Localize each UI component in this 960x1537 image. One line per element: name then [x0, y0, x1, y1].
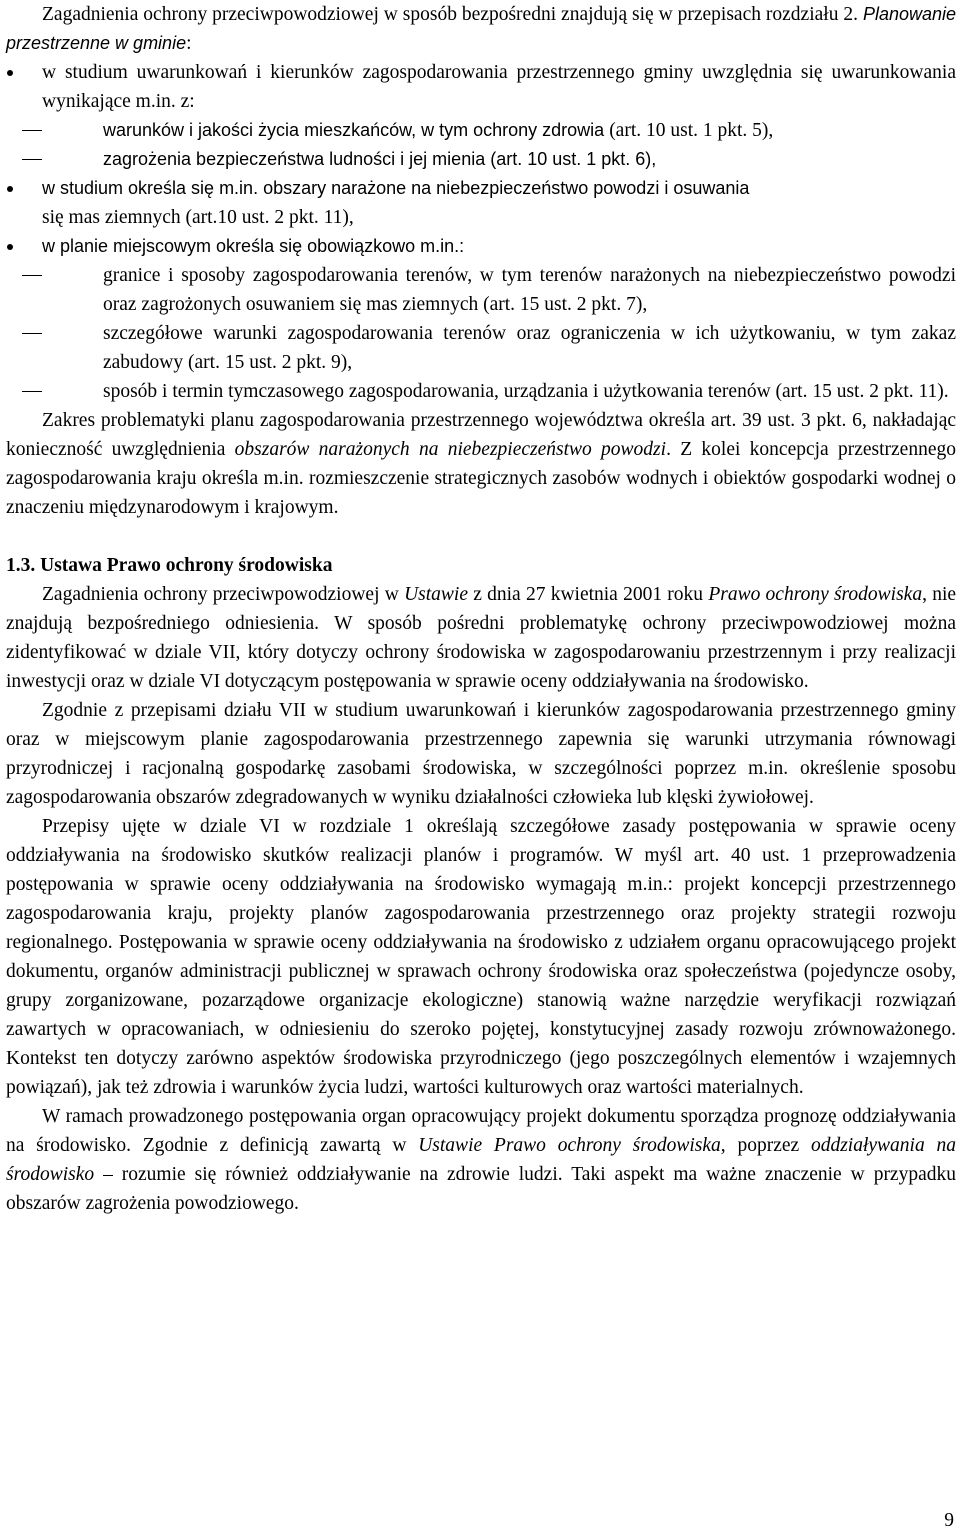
dash-item: [6, 116, 956, 145]
dash-text: granice i sposoby zagospodarowania terenów, w tym terenów narażonych na niebezpieczeństwo powodzi oraz zagrożonych osuwaniem się mas ziemnych (art. 15 ust. 2 pkt. 7),: [103, 265, 956, 315]
dash-item: [6, 145, 956, 174]
bullet-text-cont: się mas ziemnych (art.10 ust. 2 pkt. 11),: [42, 207, 354, 228]
spacer: [6, 522, 956, 551]
italic-text: oddziaływania na środowisko: [6, 1135, 956, 1185]
intro-text: Zagadnienia ochrony przeciwpowodziowej w sposób bezpośredni znajdują się w przepisach rozdziału 2.: [42, 4, 858, 25]
section-paragraph-1: [6, 580, 956, 696]
bullet-text: w studium określa się m.in. obszary narażone na niebezpieczeństwo powodzi i osuwania: [42, 178, 750, 198]
bullet-text: w planie miejscowym określa się obowiązkowo m.in.:: [42, 236, 465, 256]
intro-colon: :: [186, 33, 192, 54]
wojewodztwo-paragraph: [6, 406, 956, 522]
dash-list: [6, 116, 956, 174]
section-paragraph-4: [6, 1102, 956, 1218]
paragraph-text: z dnia 27 kwietnia 2001 roku: [473, 584, 704, 605]
paragraph-text: , poprzez: [720, 1135, 800, 1156]
bullet-list: [6, 58, 956, 406]
italic-text: obszarów narażonych na niebezpieczeństwo powodzi: [234, 439, 667, 460]
section-paragraph-3: Przepisy ujęte w dziale VI w rozdziale 1 określają szczegółowe zasady postępowania w sprawie oceny oddziaływania na środowisko skutków realizacji planów i programów. W myśl art. 40 ust. 1 przeprowadzenia postępowania w sprawie oceny oddziaływania na środowisko wymagają m.in.: projekt koncepcji przestrzennego zagospodarowania kraju, projekty planów zagospodarowania przestrzennego oraz projekty strategii rozwoju regionalnego. Postępowania w sprawie oceny oddziaływania na środowisko z udziałem organu opracowującego projekt dokumentu, organów administracji publicznej w sprawach ochrony środowiska oraz społeczeństwa (pojedyncze osoby, grupy zorganizowane, pozarządowe organizacje ekologiczne) stanowią ważne narzędzie weryfikacji rozwiązań zawartych w opracowaniach, w odniesieniu do szeroko pojętej, konstytucyjnej zasady rozwoju zrównoważonego. Kontekst ten dotyczy zarówno aspektów środowiska przyrodniczego (jego poszczególnych elementów i wzajemnych powiązań), jak też zdrowia i warunków życia ludzi, wartości kulturowych oraz wartości materialnych.: [6, 816, 956, 1098]
paragraph-text: – rozumie się również oddziaływanie na zdrowie ludzi. Taki aspekt ma ważne znaczenie w przypadku obszarów zagrożenia powodziowego.: [6, 1164, 956, 1214]
dash-text: sposób i termin tymczasowego zagospodarowania, urządzania i użytkowania terenów (art. 15 ust. 2 pkt. 11).: [103, 381, 949, 402]
italic-text: Ustawie: [404, 584, 468, 605]
paragraph-text: Zagadnienia ochrony przeciwpowodziowej w: [42, 584, 399, 605]
paragraph-text: W ramach prowadzonego postępowania organ opracowujący projekt dokumentu sporządza prognozę oddziaływania na środowisko. Zgodnie z definicją zawartą w: [6, 1106, 956, 1156]
page-number: 9: [944, 1510, 954, 1531]
intro-italic-text: Planowanie przestrzenne w gminie: [6, 4, 957, 53]
dash-text: zagrożenia bezpieczeństwa ludności i jej mienia (art. 10 ust. 1 pkt. 6),: [103, 149, 657, 169]
bullet-item-obszary: [6, 174, 956, 232]
dash-item: [6, 377, 956, 406]
italic-text: Prawo ochrony środowiska: [708, 584, 923, 605]
dash-text: szczegółowe warunki zagospodarowania terenów oraz ograniczenia w ich użytkowaniu, w tym zakaz zabudowy (art. 15 ust. 2 pkt. 9),: [103, 323, 956, 373]
bullet-item-plan: [6, 232, 956, 406]
dash-ref: (art. 10 ust. 1 pkt. 5),: [609, 120, 774, 141]
dash-text: warunków i jakości życia mieszkańców, w tym ochrony zdrowia: [103, 120, 605, 140]
bullet-item-studium: [6, 58, 956, 174]
section-heading: 1.3. Ustawa Prawo ochrony środowiska: [6, 555, 333, 576]
dash-item: [6, 261, 956, 319]
section-paragraph-2: Zgodnie z przepisami działu VII w studium uwarunkowań i kierunków zagospodarowania przestrzennego gminy oraz w miejscowym planie zagospodarowania przestrzennego zapewnia się warunki utrzymania równowagi przyrodniczej i racjonalną gospodarkę zasobami środowiska, w szczególności poprzez m.in. określenie sposobu zagospodarowania obszarów zdegradowanych w wyniku działalności człowieka lub klęski żywiołowej.: [6, 700, 956, 808]
bullet-text: w studium uwarunkowań i kierunków zagospodarowania przestrzennego gminy uwzględnia się uwarunkowania wynikające m.in. z:: [42, 62, 956, 112]
dash-list: [6, 261, 956, 406]
italic-text: Ustawie Prawo ochrony środowiska: [418, 1135, 721, 1156]
dash-item: [6, 319, 956, 377]
paragraph-text: . Z kolei koncepcja przestrzennego zagospodarowania kraju określa m.in. rozmieszczenie strategicznych zasobów wodnych i obiektów gospodarki wodnej o znaczeniu międzynarodowym i krajowym.: [6, 439, 956, 518]
document-page: [6, 0, 956, 1218]
paragraph-text: , nie znajdują bezpośredniego odniesienia. W sposób pośredni problematykę ochrony przeciwpowodziowej można zidentyfikować w dziale VII, który dotyczy ochrony środowiska w zagospodarowaniu przestrzennym i przy realizacji inwestycji oraz w dziale VI dotyczącym postępowania w sprawie oceny oddziaływania na środowisko.: [6, 584, 957, 692]
intro-paragraph: [6, 0, 956, 58]
paragraph-text: Zakres problematyki planu zagospodarowania przestrzennego województwa określa art. 39 ust. 3 pkt. 6, nakładając konieczność uwzględnienia: [6, 410, 956, 460]
